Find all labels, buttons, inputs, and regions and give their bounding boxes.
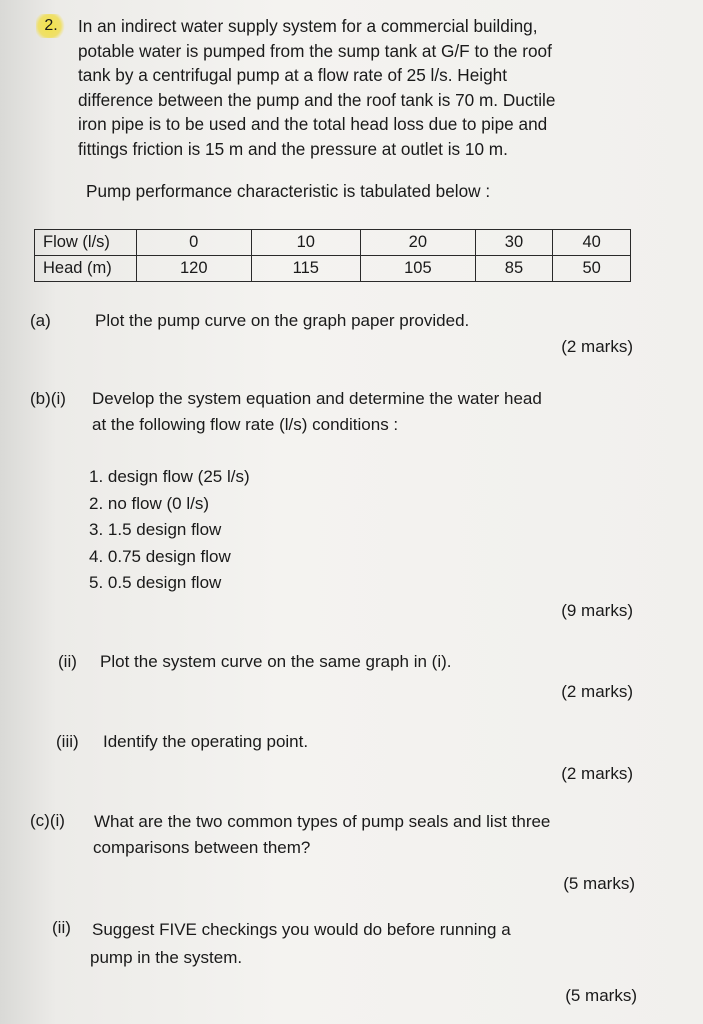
part-a-marks: (2 marks) (561, 337, 633, 356)
part-c-ii-label: (ii) (52, 918, 71, 937)
part-b-ii-label: (ii) (58, 652, 77, 671)
intro-line: fittings friction is 15 m and the pressure at outlet is 10 m. (78, 138, 508, 159)
part-c-ii-marks: (5 marks) (565, 986, 637, 1005)
list-item: 3. 1.5 design flow (89, 520, 222, 539)
intro-paragraph (78, 14, 638, 162)
head-cell: 85 (475, 256, 553, 282)
flow-conditions-list (89, 464, 250, 597)
part-b-i-line1: Develop the system equation and determine the water head (92, 389, 542, 408)
intro-line: tank by a centrifugal pump at a flow rate of 25 l/s. Height (78, 65, 507, 86)
part-c-i-line1: What are the two common types of pump seals and list three (94, 812, 551, 831)
flow-cell: 20 (361, 230, 476, 256)
head-header: Head (m) (35, 256, 137, 282)
question-number: 2. (36, 14, 66, 38)
list-item: 1. design flow (25 l/s) (89, 467, 250, 486)
flow-header: Flow (l/s) (35, 230, 137, 256)
part-a-text: Plot the pump curve on the graph paper provided. (95, 311, 470, 330)
head-cell: 105 (361, 256, 476, 282)
part-b-i-line2: at the following flow rate (l/s) conditions : (92, 415, 399, 434)
part-b-ii-text: Plot the system curve on the same graph in (i). (100, 652, 452, 671)
head-cell: 115 (251, 256, 361, 282)
list-item: 5. 0.5 design flow (89, 573, 222, 592)
intro-line: potable water is pumped from the sump tank at G/F to the roof (78, 40, 552, 61)
flow-cell: 30 (475, 230, 553, 256)
part-a-label: (a) (30, 311, 51, 330)
intro-line: In an indirect water supply system for a commercial building, (78, 16, 538, 36)
part-c-ii-line1: Suggest FIVE checkings you would do before running a (92, 920, 511, 939)
head-cell: 120 (137, 256, 252, 282)
flow-cell: 10 (251, 230, 361, 256)
table-caption: Pump performance characteristic is tabulated below : (86, 181, 491, 201)
part-b-i-marks: (9 marks) (561, 601, 633, 620)
flow-cell: 40 (553, 230, 631, 256)
head-row (35, 256, 631, 282)
part-b-i-label: (b)(i) (30, 389, 66, 408)
part-c-i-line2: comparisons between them? (93, 838, 311, 857)
part-c-i-label: (c)(i) (30, 811, 65, 830)
part-b-iii-label: (iii) (56, 732, 79, 751)
part-c-i-marks: (5 marks) (563, 874, 635, 893)
intro-line: iron pipe is to be used and the total head loss due to pipe and (78, 114, 548, 135)
part-c-ii-line2: pump in the system. (90, 948, 243, 967)
intro-line: difference between the pump and the roof tank is 70 m. Ductile (78, 89, 556, 110)
list-item: 4. 0.75 design flow (89, 546, 231, 566)
flow-cell: 0 (137, 230, 252, 256)
part-b-iii-marks: (2 marks) (561, 764, 633, 783)
head-cell: 50 (553, 256, 631, 282)
flow-row (35, 230, 631, 256)
list-item: 2. no flow (0 l/s) (89, 493, 209, 513)
part-b-iii-text: Identify the operating point. (103, 732, 309, 751)
pump-performance-table (34, 229, 631, 282)
part-b-ii-marks: (2 marks) (561, 682, 633, 701)
